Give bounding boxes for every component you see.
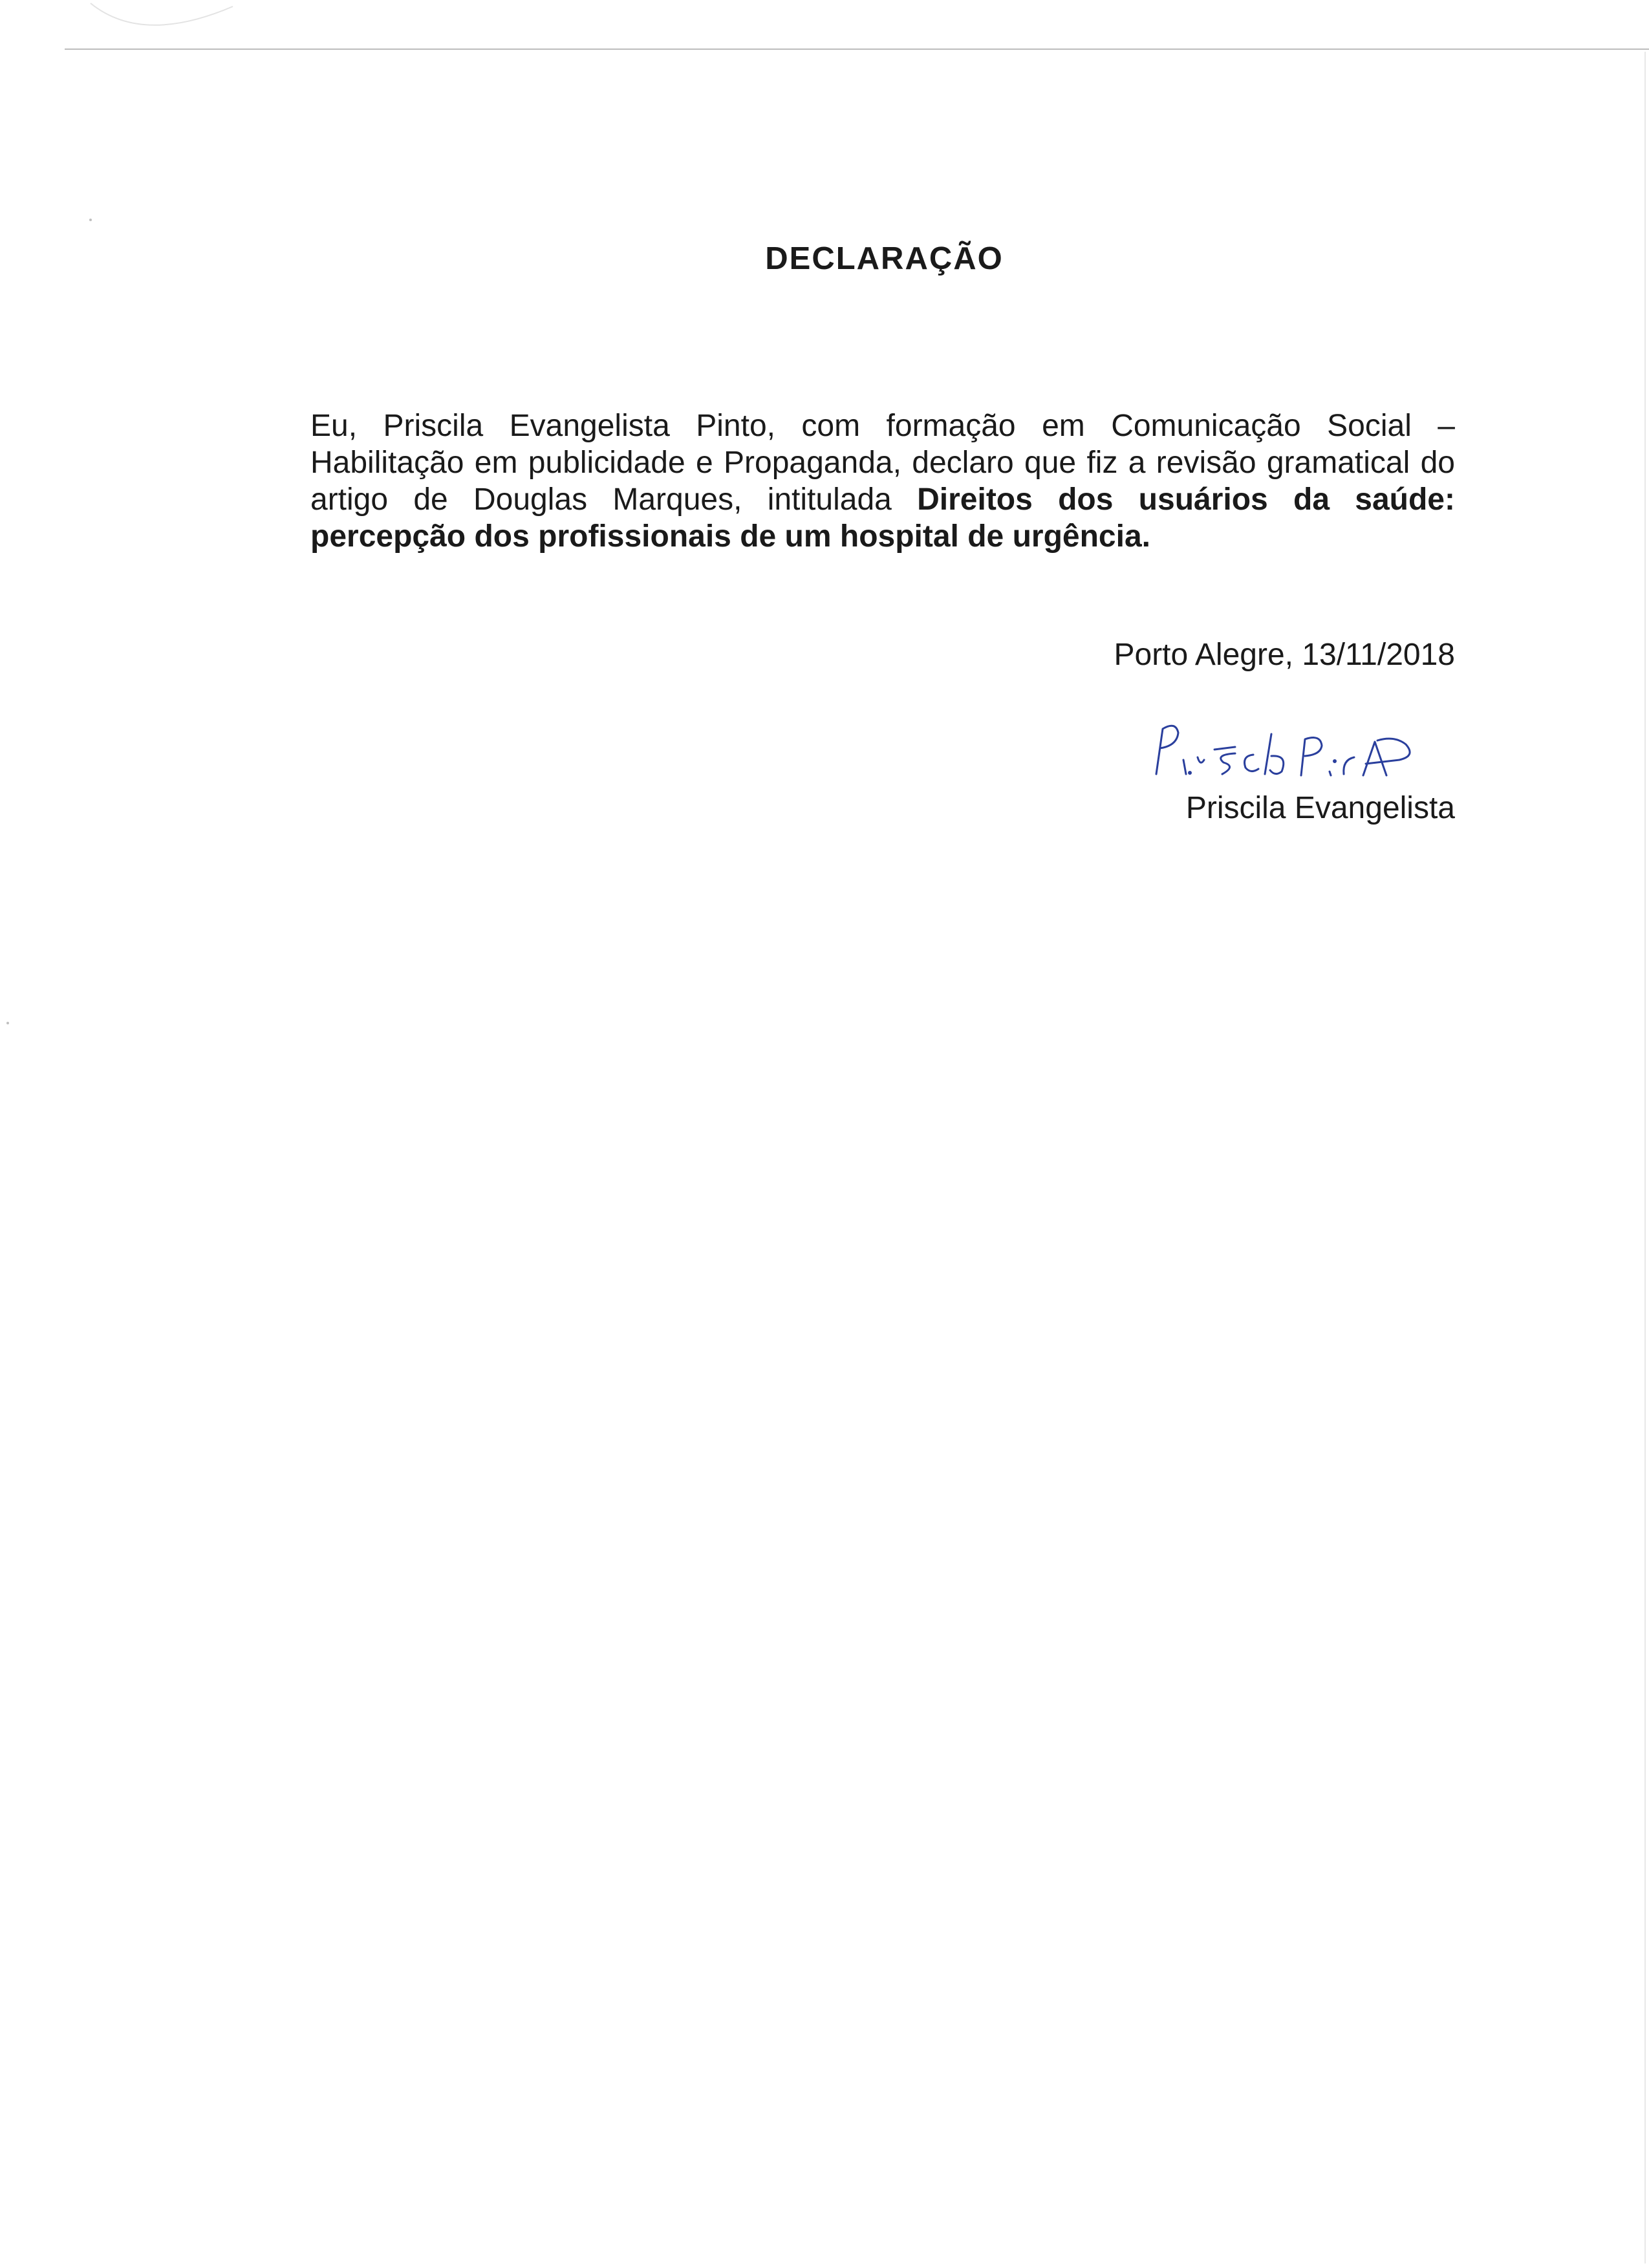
place-and-date: Porto Alegre, 13/11/2018 bbox=[1114, 638, 1455, 672]
scan-speck bbox=[6, 1022, 9, 1024]
declaration-paragraph bbox=[310, 407, 1455, 555]
scan-speck bbox=[89, 219, 92, 221]
signer-name: Priscila Evangelista bbox=[1185, 791, 1455, 825]
scan-top-edge bbox=[65, 49, 1649, 50]
declaration-text: Eu, Priscila Evangelista Pinto, com formação em Comunicação Social – Habilitação em publicidade e Propaganda, declaro que fiz a revisão gramatical do artigo de Douglas Marques, intitulada bbox=[310, 409, 1455, 517]
scan-right-edge bbox=[1644, 52, 1646, 2263]
handwritten-signature bbox=[1138, 715, 1449, 786]
scan-fold-mark bbox=[84, 0, 239, 52]
document-title: DECLARAÇÃO bbox=[765, 241, 1004, 276]
article-title: Direitos dos usuários da saúde: percepção dos profissionais de um hospital de urgência. bbox=[310, 482, 1455, 554]
